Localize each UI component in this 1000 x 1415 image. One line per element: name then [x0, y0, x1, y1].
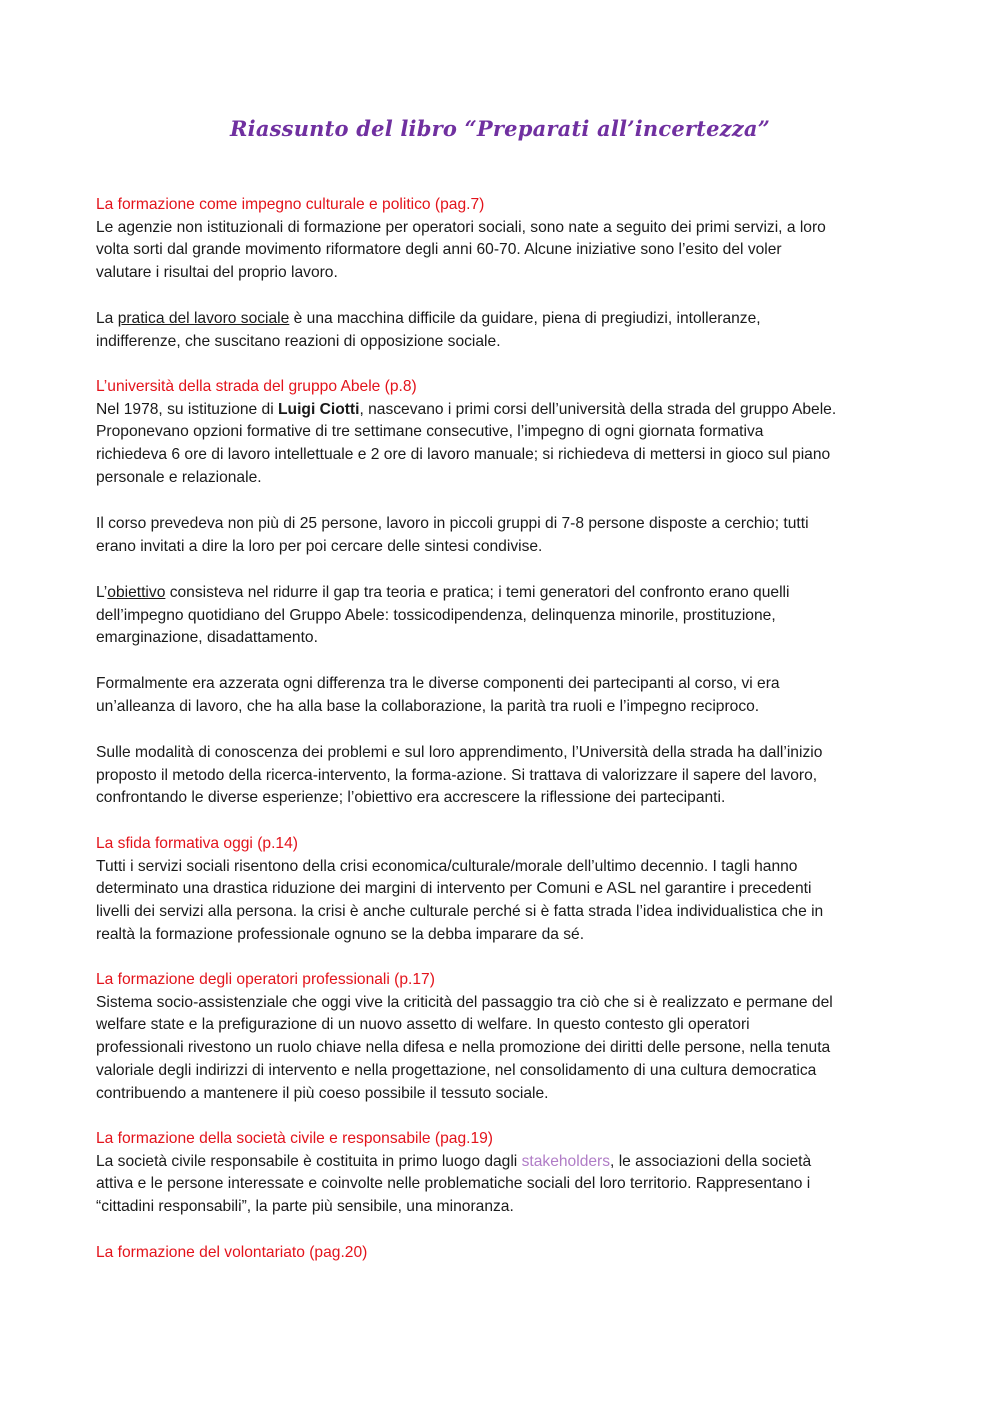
paragraph-line: Le agenzie non istituzionali di formazione per operatori sociali, sono nate a seguito dei primi servizi, a loro: [96, 218, 826, 236]
section-volontariato: [96, 1242, 908, 1265]
underlined-term: obiettivo: [107, 584, 166, 601]
section-operatori-professionali: [96, 969, 908, 1105]
paragraph-line: confrontando le diverse esperienze; l’obiettivo era accrescere la riflessione dei partecipanti.: [96, 789, 726, 807]
paragraph-line: determinato una drastica riduzione dei margini di intervento per Comuni e ASL nel garantire i precedenti: [96, 880, 812, 898]
section-heading: La sfida formativa oggi (p.14): [96, 835, 298, 852]
paragraph-line: un’alleanza di lavoro, che ha alla base la collaborazione, la parità tra ruoli e l’impegno reciproco.: [96, 697, 760, 715]
section-heading: La formazione come impegno culturale e politico (pag.7): [96, 196, 485, 213]
paragraph-line: proposto il metodo della ricerca-intervento, la forma-azione. Si trattava di valorizzare il sapere del lavoro,: [96, 766, 818, 784]
text-run: La società civile responsabile è costituita in primo luogo dagli: [96, 1152, 522, 1170]
stakeholders-link[interactable]: stakeholders: [521, 1152, 611, 1170]
paragraph-corso: [96, 513, 908, 558]
paragraph-formalmente: [96, 673, 908, 718]
paragraph-line: attiva e le persone interessate e coinvolte nelle problematiche sociali del loro territorio. Rappresentano i: [96, 1175, 811, 1193]
paragraph-modalita: [96, 742, 908, 810]
paragraph-line: volta sorti dal grande movimento riformatore degli anni 60-70. Alcune iniziative sono l’esito del voler: [96, 241, 782, 259]
paragraph-line: contribuendo a mantenere il più coeso possibile il tessuto sociale.: [96, 1084, 549, 1102]
section-heading: La formazione della società civile e responsabile (pag.19): [96, 1130, 494, 1147]
paragraph-line: realtà la formazione professionale ognuno se la debba imparare da sé.: [96, 925, 585, 943]
section-heading: L’università della strada del gruppo Abele (p.8): [96, 378, 417, 395]
paragraph-line: [96, 582, 908, 605]
paragraph-line: indifferenze, che suscitano reazioni di opposizione sociale.: [96, 332, 501, 350]
text-run: , le associazioni della società: [610, 1152, 812, 1170]
section-heading: La formazione del volontariato (pag.20): [96, 1244, 368, 1261]
section-formazione-impegno: [96, 194, 908, 285]
paragraph-line: [96, 308, 908, 331]
paragraph-line: Proponevano opzioni formative di tre settimane consecutive, l’impegno di ogni giornata formativa: [96, 423, 764, 441]
text-run: è una macchina difficile da guidare, piena di pregiudizi, intolleranze,: [289, 310, 761, 327]
paragraph-line: dell’impegno quotidiano del Gruppo Abele: tossicodipendenza, delinquenza minorile, prostituzione,: [96, 606, 776, 624]
text-run: , nascevano i primi corsi dell’università della strada del gruppo Abele.: [359, 400, 837, 418]
underlined-term: pratica del lavoro sociale: [117, 310, 290, 327]
text-run: consisteva nel ridurre il gap tra teoria e pratica; i temi generatori del confronto erano quelli: [165, 584, 790, 601]
paragraph-obiettivo: [96, 582, 908, 650]
paragraph-line: professionali rivestono un ruolo chiave nella difesa e nella promozione dei diritti delle persone, nella tenuta: [96, 1039, 831, 1057]
text-run: Nel 1978, su istituzione di: [96, 400, 279, 418]
section-universita-strada: [96, 376, 908, 490]
paragraph-line: richiedeva 6 ore di lavoro intellettuale e 2 ore di lavoro manuale; si richiedeva di mettersi in gioco sul piano: [96, 446, 831, 464]
paragraph-line: Formalmente era azzerata ogni differenza tra le diverse componenti dei partecipanti al corso, vi era: [96, 675, 780, 692]
section-societa-civile: [96, 1128, 908, 1219]
paragraph-line: [96, 1151, 908, 1174]
paragraph-line: valutare i risultai del proprio lavoro.: [96, 264, 338, 282]
paragraph-pratica: [96, 308, 908, 353]
paragraph-line: welfare state e la prefigurazione di un nuovo assetto di welfare. In questo contesto gli operatori: [96, 1016, 750, 1034]
paragraph-line: Tutti i servizi sociali risentono della crisi economica/culturale/morale dell’ultimo decennio. I tagli hanno: [96, 857, 798, 875]
paragraph-line: erano invitati a dire la loro per poi cercare delle sintesi condivise.: [96, 537, 543, 555]
paragraph-line: emarginazione, disadattamento.: [96, 629, 318, 647]
paragraph-line: Sulle modalità di conoscenza dei problemi e sul loro apprendimento, l’Università della strada ha dall’inizio: [96, 744, 823, 761]
text-run: L’: [96, 584, 108, 601]
paragraph-line: valoriale degli indirizzi di intervento e nella progettazione, nel consolidamento di una cultura democratica: [96, 1061, 817, 1079]
paragraph-line: personale e relazionale.: [96, 468, 262, 486]
section-heading: La formazione degli operatori professionali (p.17): [96, 971, 435, 988]
bold-name: Luigi Ciotti: [278, 400, 360, 418]
paragraph-line: [96, 399, 908, 422]
paragraph-line: “cittadini responsabili”, la parte più sensibile, una minoranza.: [96, 1198, 514, 1216]
text-run: La: [96, 310, 118, 327]
paragraph-line: livelli dei servizi alla persona. la crisi è anche culturale perché si è fatta strada l’idea individualistica che in: [96, 903, 824, 921]
document-title: Riassunto del libro “Preparati all’incertezza”: [230, 116, 770, 141]
paragraph-line: Sistema socio-assistenziale che oggi vive la criticità del passaggio tra ciò che si è realizzato e permane del: [96, 993, 833, 1011]
paragraph-line: Il corso prevedeva non più di 25 persone, lavoro in piccoli gruppi di 7-8 persone disposte a cerchio; tutti: [96, 515, 809, 532]
section-sfida-formativa: [96, 833, 908, 947]
